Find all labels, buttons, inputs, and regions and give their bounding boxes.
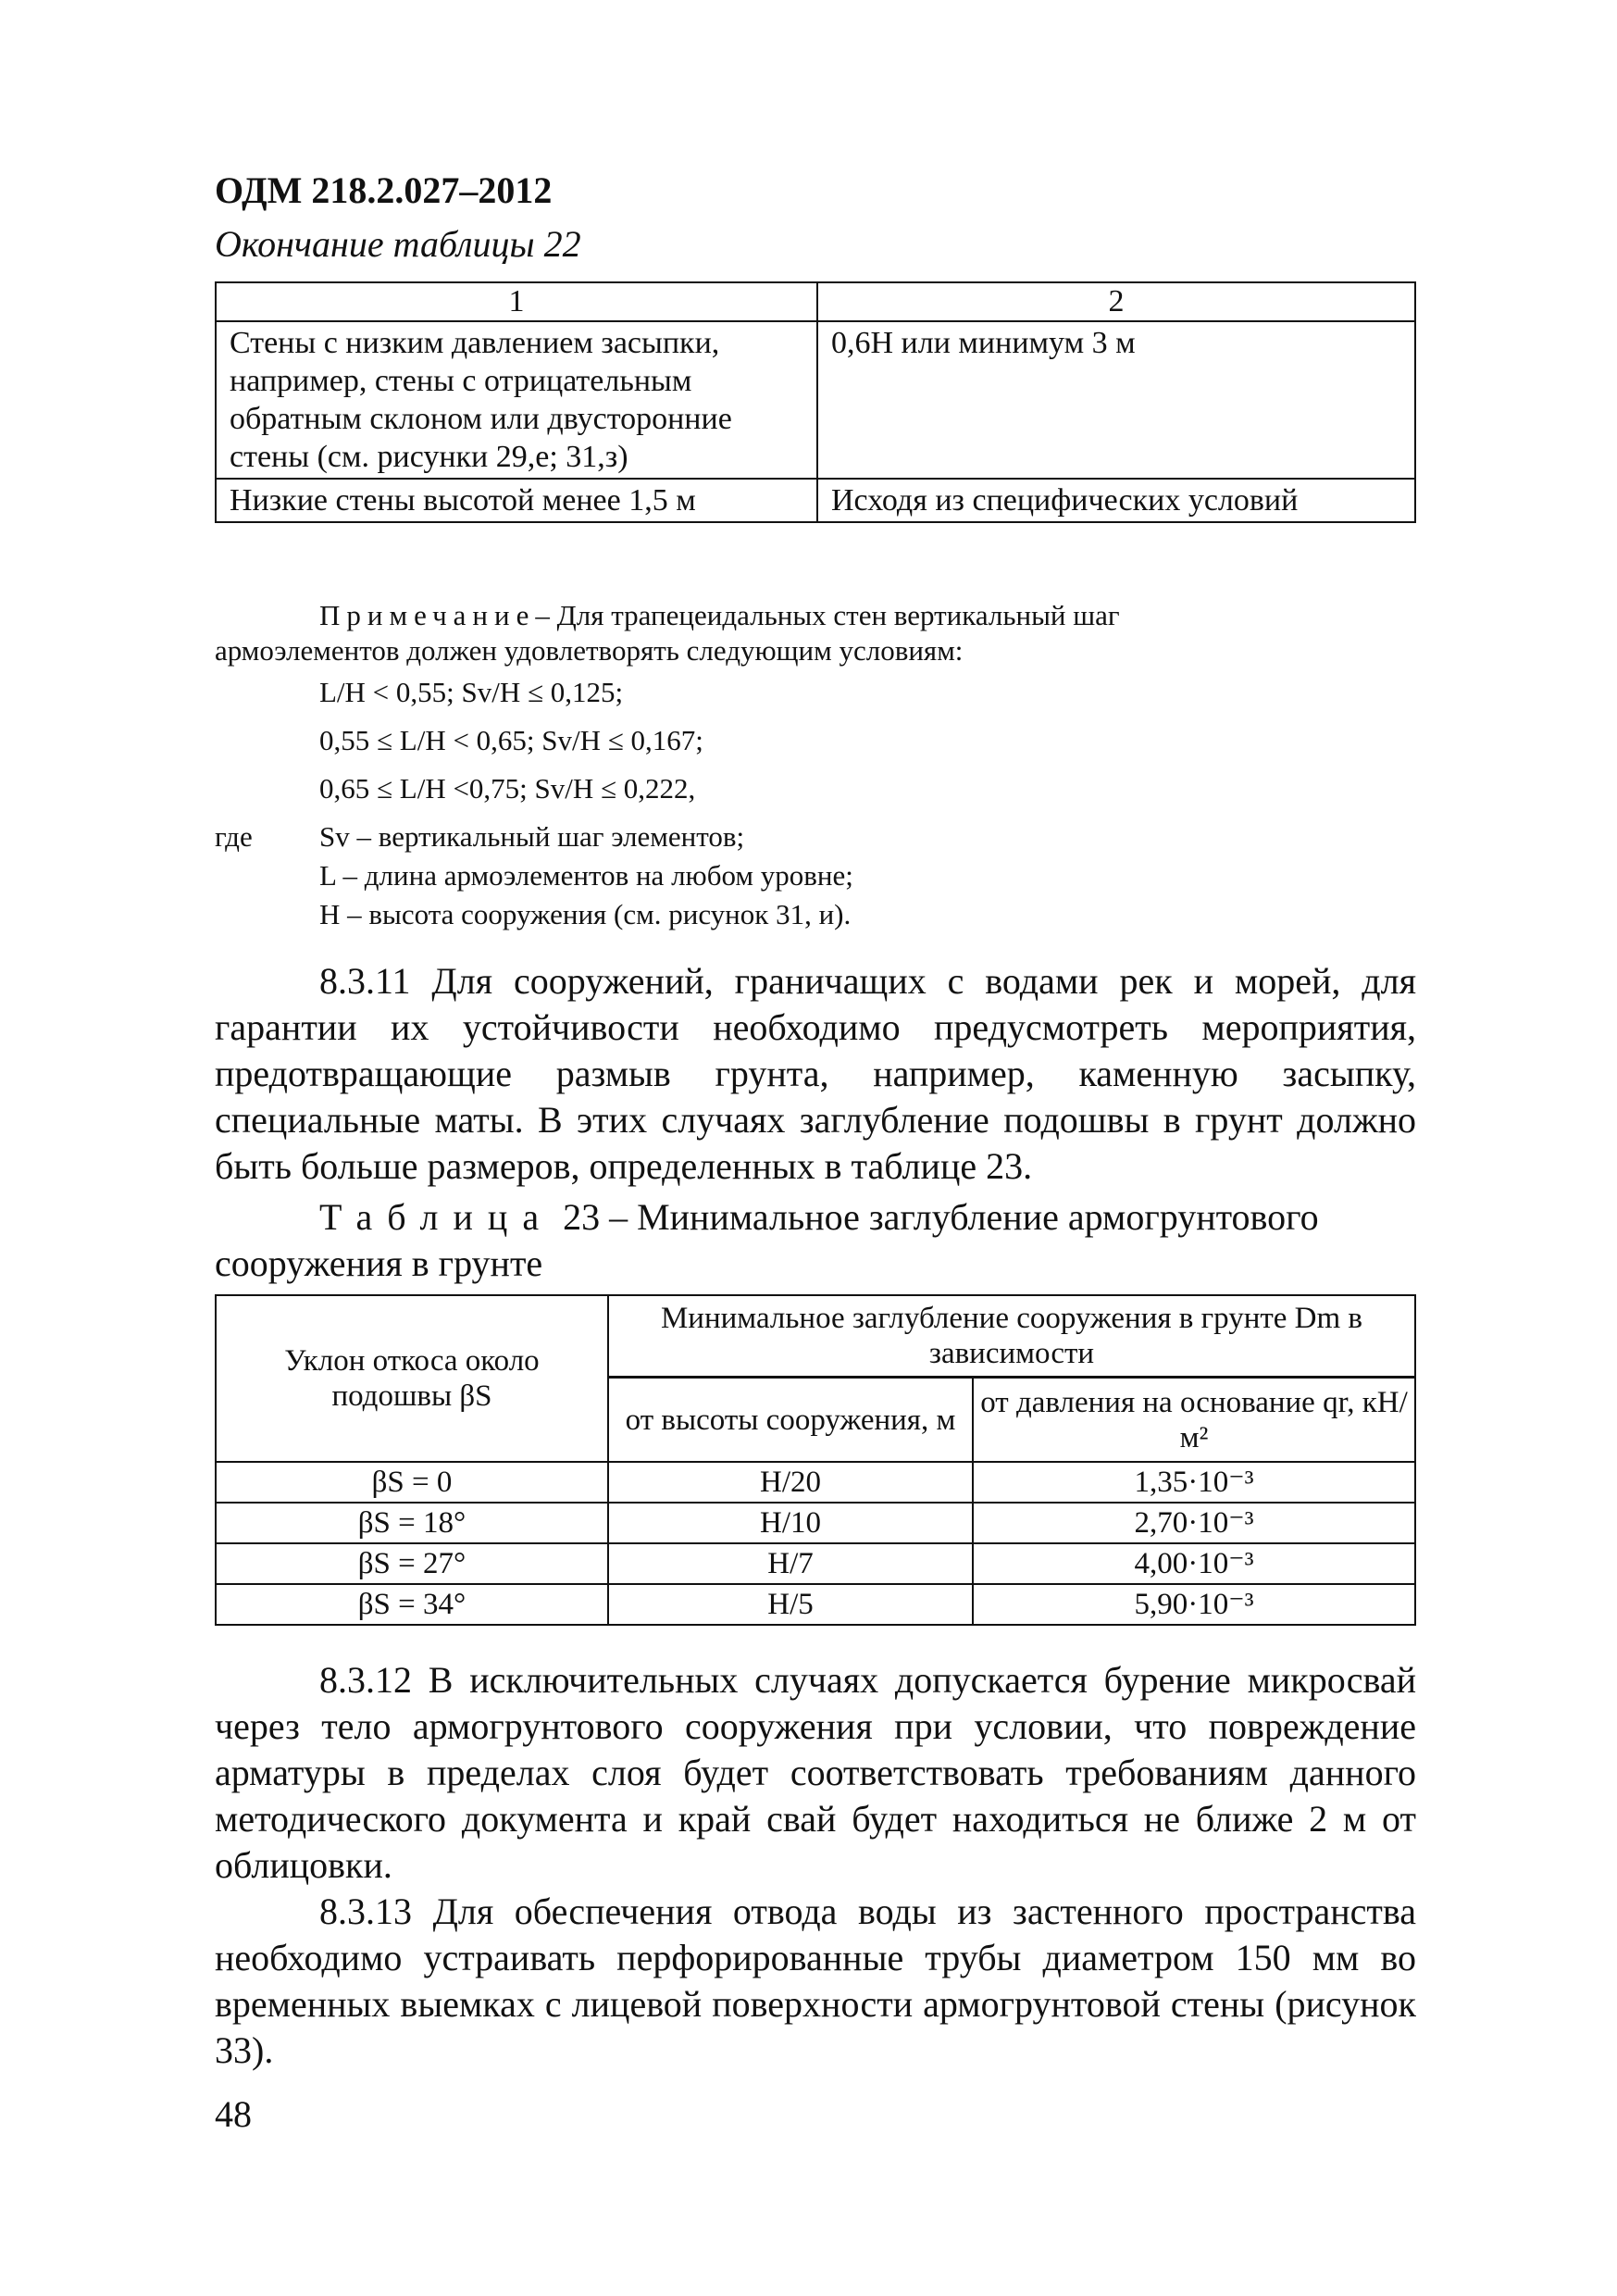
table-row [216,1462,1415,1503]
table-header-row [216,1295,1415,1378]
table-cell: Низкие стены высотой менее 1,5 м [216,479,817,522]
table-cell: H/10 [608,1503,973,1543]
table-cell: βS = 34° [216,1584,608,1625]
table-row [216,321,1415,479]
table-cell: 5,90·10⁻³ [973,1584,1415,1625]
note-condition: L/H < 0,55; Sv/H ≤ 0,125; [319,676,624,708]
paragraph-text: 8.3.13 Для обеспечения отвода воды из застенного пространства необходимо устраивать перфорированные трубы диаметром 150 мм во временных выемках с лицевой поверхности армогрунтовой стены (рисунок 33). [215,1890,1416,2071]
definition-line: Sv – вертикальный шаг элементов; [319,820,745,853]
table-cell: βS = 18° [216,1503,608,1543]
note-first-line [319,598,1120,633]
table-cell: H/5 [608,1584,973,1625]
table-cell: Стены с низким давлением засыпки, например, стены с отрицательным обратным склоном или двусторонние стены (см. рисунки 29,е; 31,з) [216,321,817,479]
table-23 [215,1294,1416,1626]
definition-line: H – высота сооружения (см. рисунок 31, и). [319,898,852,930]
note-label: Примечание [319,599,536,631]
note-text: – Для трапецеидальных стен вертикальный шаг [535,599,1120,631]
header-group: Минимальное заглубление сооружения в грунте Dm в зависимости [608,1295,1415,1378]
document-code: ОДМ 218.2.027–2012 [215,169,553,211]
header-height: от высоты сооружения, м [608,1378,973,1462]
table-cell: βS = 27° [216,1543,608,1584]
table-cell: βS = 0 [216,1462,608,1503]
column-number: 2 [817,282,1415,321]
table-cell: H/7 [608,1543,973,1584]
table-title-text: 23 – Минимальное заглубление армогрунтового сооружения в грунте [215,1196,1319,1284]
header-slope: Уклон откоса около подошвы βS [216,1295,608,1462]
paragraph-text: 8.3.12 В исключительных случаях допускается бурение микросвай через тело армогрунтового сооружения при условии, что повреждение арматуры в пределах слоя будет соответствовать требованиям данного методического документа и край свай будет находиться не ближе 2 м от облицовки. [215,1659,1416,1886]
table-row [216,1503,1415,1543]
header-pressure: от давления на основание qr, кН/ м² [973,1378,1415,1462]
table-cell: 4,00·10⁻³ [973,1543,1415,1584]
note-continuation: армоэлементов должен удовлетворять следующим условиям: [215,634,964,667]
page-number: 48 [215,2093,252,2135]
table-row [216,1584,1415,1625]
definition-line: L – длина армоэлементов на любом уровне; [319,859,853,892]
table-23-title [215,1194,1416,1287]
paragraph-8-3-11 [215,958,1416,1190]
table-cell: 2,70·10⁻³ [973,1503,1415,1543]
table-cell: Исходя из специфических условий [817,479,1415,522]
paragraph-text: 8.3.11 Для сооружений, граничащих с водами рек и морей, для гарантии их устойчивости необходимо предусмотреть мероприятия, предотвращающие размыв грунта, например, каменную засыпку, специальные маты. В этих случаях заглубление подошвы в грунт должно быть больше размеров, определенных в таблице 23. [215,960,1416,1187]
table-header-row [216,282,1415,321]
table-continuation-caption: Окончание таблицы 22 [215,223,581,265]
table-22-end [215,281,1416,523]
table-cell: 0,6Н или минимум 3 м [817,321,1415,479]
paragraph-8-3-13 [215,1889,1416,2074]
table-row [216,1543,1415,1584]
note-condition: 0,65 ≤ L/H <0,75; Sv/H ≤ 0,222, [319,772,696,805]
note-condition: 0,55 ≤ L/H < 0,65; Sv/H ≤ 0,167; [319,724,703,756]
column-number: 1 [216,282,817,321]
table-row [216,479,1415,522]
where-label: где [215,820,253,853]
table-cell: H/20 [608,1462,973,1503]
table-cell: 1,35·10⁻³ [973,1462,1415,1503]
table-word: Таблица [319,1196,554,1238]
paragraph-8-3-12 [215,1657,1416,1889]
